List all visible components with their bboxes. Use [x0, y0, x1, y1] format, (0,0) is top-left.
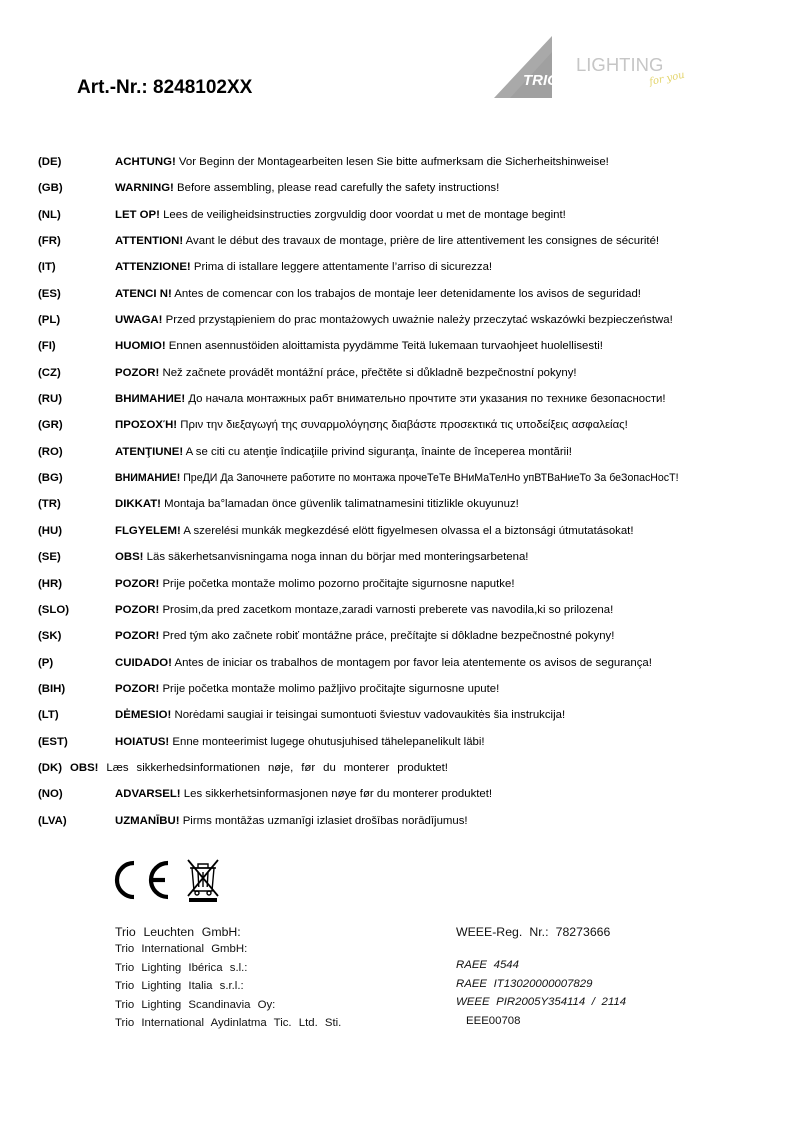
warning-keyword: ΠΡΟΣΟΧΉ! — [115, 419, 178, 432]
warning-keyword: ATENŢIUNE! — [115, 445, 184, 458]
company-name: Trio Lighting Italia s.r.l.: — [115, 980, 244, 992]
trio-lighting-logo — [492, 32, 702, 104]
eee-registration-tr: EEE00708 — [466, 1014, 521, 1027]
warning-row-cz — [38, 360, 778, 386]
warning-text: Antes de comencar con los trabajos de montaje leer detenidamente los avisos de seguridad! — [171, 287, 641, 300]
warning-row-ru — [38, 386, 778, 412]
warning-keyword: OBS! — [115, 551, 144, 564]
logo-lighting-text: LIGHTING — [576, 54, 664, 75]
language-code: (LVA) — [38, 814, 67, 827]
language-code: (LT) — [38, 709, 59, 722]
warning-keyword: HUOMIO! — [115, 340, 166, 353]
warning-text: A se citi cu atenţie îndicaţiile privind siguranţa, înainte de începerea montării! — [183, 445, 572, 458]
warning-text: Prosim,da pred zacetkom montaze,zaradi varnosti preberete vas navodila,ki so prilozena! — [159, 603, 614, 616]
warning-keyword: ADVARSEL! — [115, 788, 181, 801]
warning-text: Lees de veiligheidsinstructies zorgvuldig door voordat u met de montage begint! — [159, 208, 566, 221]
safety-warning-list — [38, 149, 778, 834]
language-code: (SE) — [38, 551, 61, 564]
language-code: (NO) — [38, 788, 63, 801]
language-code: (DK) — [38, 761, 63, 774]
language-code: (SLO) — [38, 603, 70, 616]
warning-row-tr — [38, 491, 778, 517]
raee-registration-it: RAEE IT13020000007829 — [456, 977, 593, 990]
warning-text: Prije početka montaže molimo pozorno pročitajte sigurnosne naputke! — [159, 577, 515, 590]
warning-keyword: HOIATUS! — [115, 735, 170, 748]
warning-keyword: POZOR! — [115, 630, 160, 643]
warning-row-bih — [38, 676, 778, 702]
warning-keyword: ATTENZIONE! — [115, 261, 191, 274]
warning-row-gr — [38, 412, 778, 438]
warning-row-se — [38, 544, 778, 570]
warning-keyword: ВНИМАНИЕ! — [115, 472, 181, 485]
language-code: (IT) — [38, 261, 56, 274]
company-name: Trio Lighting Ibérica s.l.: — [115, 961, 248, 974]
warning-keyword: CUIDADO! — [115, 656, 172, 669]
language-code: (DE) — [38, 156, 62, 168]
warning-keyword: ACHTUNG! — [115, 156, 176, 168]
warning-row-no — [38, 781, 778, 807]
warning-row-hr — [38, 571, 778, 597]
company-list — [115, 924, 341, 1033]
warning-keyword: UZMANĪBU! — [115, 814, 180, 827]
company-name: Trio International GmbH: — [115, 943, 248, 955]
warning-row-bg — [38, 465, 778, 491]
language-code: (FI) — [38, 340, 56, 353]
warning-keyword: UWAGA! — [115, 314, 163, 327]
language-code: (SK) — [38, 630, 62, 643]
warning-row-ro — [38, 439, 778, 465]
weee-registration-fi: WEEE PIR2005Y354114 / 2114 — [456, 996, 627, 1008]
warning-text: До начала монтажных рабт внимательно прочтите эти указания по технике безопасности! — [185, 393, 666, 406]
warning-text: A szerelési munkák megkezdésé elött figyelmesen olvassa el a biztonsági útmutatásokat! — [180, 524, 634, 537]
warning-row-it — [38, 254, 778, 280]
warning-text: Než začnete provádět montážní práce, přečtěte si důkladně bezpečnostní pokyny! — [159, 366, 577, 379]
warning-text: Læs sikkerhedsinformationen nøje, før du monterer produktet! — [98, 761, 448, 774]
language-code: (ES) — [38, 287, 61, 300]
warning-row-est — [38, 729, 778, 755]
warning-keyword: OBS! — [70, 761, 99, 774]
warning-text: Vor Beginn der Montagearbeiten lesen Sie bitte aufmerksam die Sicherheitshinweise! — [175, 156, 609, 168]
warning-row-de — [38, 149, 778, 175]
article-number: Art.-Nr.: 8248102XX — [77, 77, 253, 98]
warning-keyword: POZOR! — [115, 366, 160, 379]
warning-row-gb — [38, 175, 778, 201]
warning-text: Avant le début des travaux de montage, prière de lire attentivement les consignes de sécurité! — [183, 235, 660, 248]
language-code: (EST) — [38, 735, 68, 748]
language-code: (HU) — [38, 524, 63, 537]
warning-row-sk — [38, 623, 778, 649]
warning-keyword: POZOR! — [115, 577, 160, 590]
language-code: (GB) — [38, 182, 63, 195]
language-code: (RO) — [38, 445, 63, 458]
certification-marks — [110, 858, 230, 902]
warning-text: Ennen asennustöiden aloittamista pyydämme Teitä lukemaan turvaohjeet huolellisesti! — [165, 340, 603, 353]
warning-text: Antes de iniciar os trabalhos de montagem por favor leia atentemente os avisos de segurança! — [171, 656, 652, 669]
warning-text: ПреДИ Да Започнете работите по монтажа прочеТеТе ВНиМаТелНо упВТВаНиеТо За беЗопасНосТ! — [180, 472, 679, 485]
warning-row-dk — [38, 755, 778, 781]
registration-list — [456, 924, 626, 1030]
raee-registration-es: RAEE 4544 — [456, 959, 519, 971]
company-name: Trio International Aydinlatma Tic. Ltd. Sti. — [115, 1017, 342, 1029]
warning-text: Przed przystąpieniem do prac montażowych uważnie należy przeczytać wskazówki bezpieczeństwa! — [162, 314, 673, 327]
warning-keyword: ATENCI N! — [115, 287, 172, 300]
warning-row-lt — [38, 702, 778, 728]
warning-keyword: LET OP! — [115, 208, 160, 221]
warning-text: Prije početka montaže molimo pažljivo pročitajte sigurnosne upute! — [159, 682, 500, 695]
warning-text: Prima di istallare leggere attentamente l’arriso di sicurezza! — [190, 261, 493, 274]
company-name: Trio Lighting Scandinavia Oy: — [115, 998, 276, 1011]
warning-keyword: POZOR! — [115, 603, 160, 616]
warning-row-slo — [38, 597, 778, 623]
warning-text: Pred tým ako začnete robiť montážne práce, prečítajte si dôkladne bezpečnostné pokyny! — [159, 630, 615, 643]
language-code: (GR) — [38, 419, 63, 432]
warning-row-lva — [38, 808, 778, 834]
warning-text: Enne monteerimist lugege ohutusjuhised tähelepanelikult läbi! — [169, 735, 485, 748]
warning-row-hu — [38, 518, 778, 544]
language-code: (FR) — [38, 235, 61, 248]
crossed-out-bin-icon — [188, 860, 218, 902]
warning-text: Before assembling, please read carefully the safety instructions! — [173, 182, 500, 195]
warning-row-fr — [38, 228, 778, 254]
warning-text: Montaja ba°lamadan önce güvenlik talimatnamesini titizlikle okuyunuz! — [160, 498, 519, 511]
ce-mark-icon — [117, 863, 168, 897]
language-code: (BIH) — [38, 682, 66, 695]
language-code: (P) — [38, 656, 54, 669]
language-code: (HR) — [38, 577, 63, 590]
language-code: (TR) — [38, 498, 61, 511]
warning-text: Pirms montāžas uzmanīgi izlasiet drošības norādījumus! — [179, 814, 468, 827]
warning-text: Läs säkerhetsanvisningama noga innan du börjar med monteringsarbetena! — [143, 551, 529, 564]
company-name: Trio Leuchten GmbH: — [115, 925, 241, 939]
logo-brand-text: TRIO — [523, 72, 559, 89]
weee-registration-de: WEEE-Reg. Nr.: 78273666 — [456, 925, 611, 939]
logo-tagline-text: for you — [648, 69, 686, 88]
language-code: (NL) — [38, 208, 61, 221]
warning-keyword: POZOR! — [115, 682, 160, 695]
warning-row-fi — [38, 333, 778, 359]
warning-row-p — [38, 650, 778, 676]
warning-row-nl — [38, 202, 778, 228]
warning-keyword: FLGYELEM! — [115, 524, 181, 537]
language-code: (PL) — [38, 314, 61, 327]
warning-keyword: WARNING! — [115, 182, 174, 195]
warning-keyword: DĖMESIO! — [115, 709, 172, 722]
language-code: (CZ) — [38, 366, 61, 379]
language-code: (RU) — [38, 393, 63, 406]
warning-text: Norėdami saugiai ir teisingai sumontuoti šviestuv vadovaukitės šia instrukcija! — [171, 709, 566, 722]
warning-row-es — [38, 281, 778, 307]
warning-text: Les sikkerhetsinformasjonen nøye før du monterer produktet! — [180, 788, 493, 801]
warning-keyword: DIKKAT! — [115, 498, 161, 511]
language-code: (BG) — [38, 472, 63, 485]
warning-row-pl — [38, 307, 778, 333]
warning-keyword: ATTENTION! — [115, 235, 184, 248]
warning-keyword: ВНИМАНИЕ! — [115, 393, 186, 406]
warning-text: Πριν την διεξαγωγή της συναρμολόγησης διαβάστε προσεκτικά τις υποδείξεις ασφαλείας! — [177, 419, 628, 432]
